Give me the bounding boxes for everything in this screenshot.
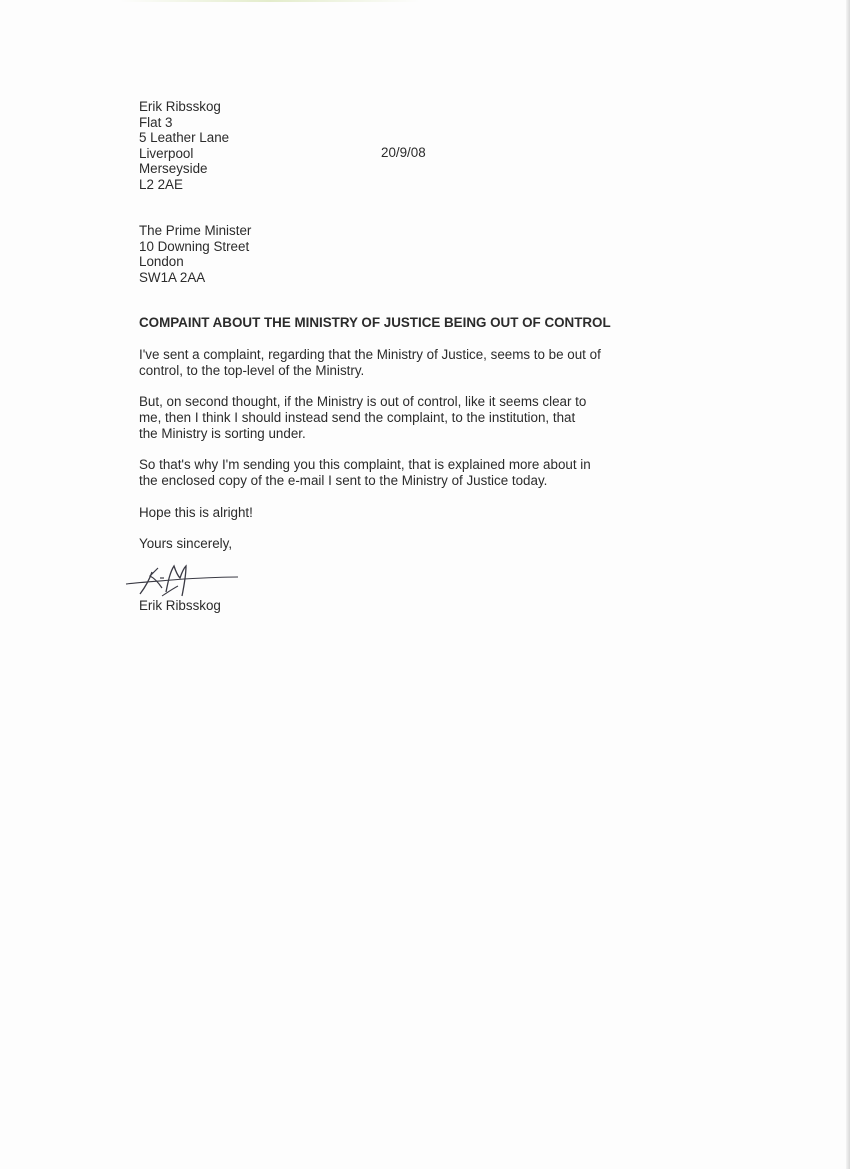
letter-date: 20/9/08	[381, 145, 426, 160]
sender-address-line: Flat 3	[139, 114, 173, 130]
recipient-line: The Prime Minister	[139, 223, 252, 238]
body-line: me, then I think I should instead send the complaint, to the institution, that	[139, 410, 576, 426]
body-line: the enclosed copy of the e-mail I sent to the Ministry of Justice today.	[139, 473, 548, 489]
recipient-line: SW1A 2AA	[139, 269, 206, 285]
scan-edge-right	[846, 0, 850, 1169]
body-paragraph	[139, 347, 601, 379]
sender-address-line: Liverpool	[139, 145, 194, 161]
sender-address-line: L2 2AE	[139, 176, 183, 192]
closing: Yours sincerely,	[139, 536, 233, 551]
signature-name: Erik Ribsskog	[139, 598, 221, 613]
handwritten-signature	[122, 558, 242, 600]
body-line: Hope this is alright!	[139, 505, 253, 520]
letter-subject: COMPAINT ABOUT THE MINISTRY OF JUSTICE BEING OUT OF CONTROL	[139, 315, 611, 330]
recipient-address	[139, 223, 251, 285]
sender-address-line: 5 Leather Lane	[139, 130, 230, 146]
recipient-line: 10 Downing Street	[139, 238, 250, 254]
body-paragraph	[139, 394, 586, 443]
sender-address-line: Merseyside	[139, 161, 208, 177]
sender-address	[139, 99, 229, 193]
recipient-line: London	[139, 254, 184, 270]
body-line: the Ministry is sorting under.	[139, 426, 306, 442]
body-paragraph	[139, 457, 591, 489]
body-line: But, on second thought, if the Ministry is out of control, like it seems clear to	[139, 394, 587, 409]
body-line: I've sent a complaint, regarding that the Ministry of Justice, seems to be out of	[139, 347, 601, 362]
body-line: control, to the top-level of the Ministry.	[139, 363, 365, 379]
body-line: So that's why I'm sending you this complaint, that is explained more about in	[139, 457, 591, 472]
body-paragraph	[139, 505, 253, 521]
sender-name: Erik Ribsskog	[139, 99, 221, 114]
scan-edge-top	[120, 0, 420, 2]
